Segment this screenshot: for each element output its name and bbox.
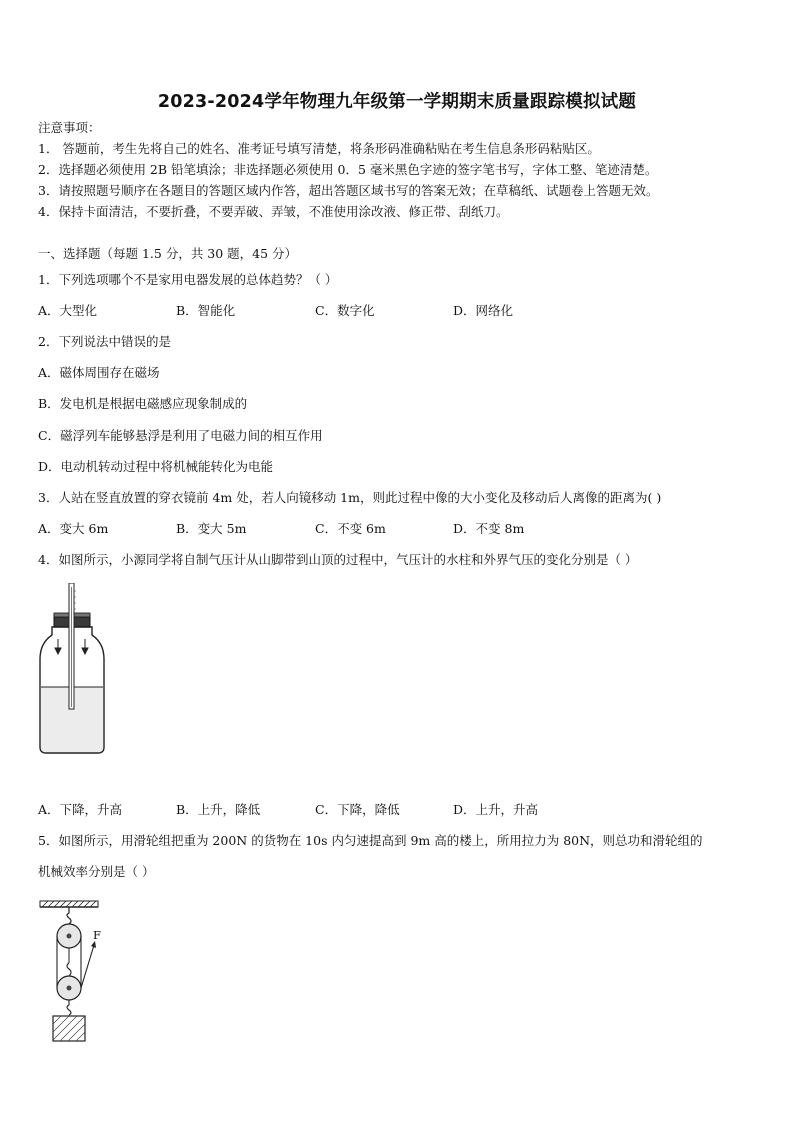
page-title: 2023-2024学年物理九年级第一学期期末质量跟踪模拟试题: [157, 92, 637, 112]
question-1-stem: 1．下列选项哪个不是家用电器发展的总体趋势？（ ）: [38, 272, 338, 287]
section-heading: 一、选择题（每题 1.5 分，共 30 题，45 分）: [38, 246, 298, 261]
barometer-bottle-figure: [34, 583, 110, 755]
question-2-stem: 2．下列说法中错误的是: [38, 334, 171, 349]
q2-option-c: C．磁浮列车能够悬浮是利用了电磁力间的相互作用: [38, 428, 323, 443]
note-item: 4．保持卡面清洁，不要折叠，不要弄破、弄皱，不准使用涂改液、修正带、刮纸刀。: [38, 204, 509, 219]
q1-option-b: B．智能化: [176, 303, 236, 318]
q4-option-b: B．上升，降低: [176, 802, 261, 817]
q4-option-c: C．下降，降低: [315, 802, 400, 817]
question-5-stem: 5．如图所示，用滑轮组把重为 200N 的货物在 10s 内匀速提高到 9m 高的楼上，所用拉力为 80N，则总功和滑轮组的: [38, 833, 703, 848]
q2-option-a: A．磁体周围存在磁场: [38, 365, 160, 380]
q3-option-a: A．变大 6m: [38, 521, 109, 536]
force-label-f: F: [93, 928, 101, 942]
q4-option-d: D．上升，升高: [453, 802, 539, 817]
q3-option-c: C．不变 6m: [315, 521, 386, 536]
question-5-stem-continued: 机械效率分别是（ ）: [38, 864, 155, 879]
note-item: 1． 答题前，考生先将自己的姓名、准考证号填写清楚，将条形码准确粘贴在考生信息条形码粘贴区。: [38, 141, 600, 156]
q1-option-a: A．大型化: [38, 303, 98, 318]
notes-heading: 注意事项：: [38, 120, 101, 135]
q3-option-d: D．不变 8m: [453, 521, 525, 536]
q1-option-d: D．网络化: [453, 303, 514, 318]
q2-option-b: B．发电机是根据电磁感应现象制成的: [38, 396, 248, 411]
question-3-stem: 3．人站在竖直放置的穿衣镜前 4m 处，若人向镜移动 1m，则此过程中像的大小变化及移动后人离像的距离为( ): [38, 490, 662, 505]
q4-option-a: A．下降，升高: [38, 802, 123, 817]
question-4-stem: 4．如图所示，小源同学将自制气压计从山脚带到山顶的过程中，气压计的水柱和外界气压的变化分别是（ ）: [38, 552, 638, 567]
pulley-system-figure: [36, 897, 112, 1047]
q2-option-d: D．电动机转动过程中将机械能转化为电能: [38, 459, 274, 474]
q3-option-b: B．变大 5m: [176, 521, 247, 536]
q1-option-c: C．数字化: [315, 303, 375, 318]
note-item: 2．选择题必须使用 2B 铅笔填涂；非选择题必须使用 0．5 毫米黑色字迹的签字笔书写，字体工整、笔迹清楚。: [38, 162, 658, 177]
note-item: 3．请按照题号顺序在各题目的答题区域内作答，超出答题区域书写的答案无效；在草稿纸、试题卷上答题无效。: [38, 183, 659, 198]
